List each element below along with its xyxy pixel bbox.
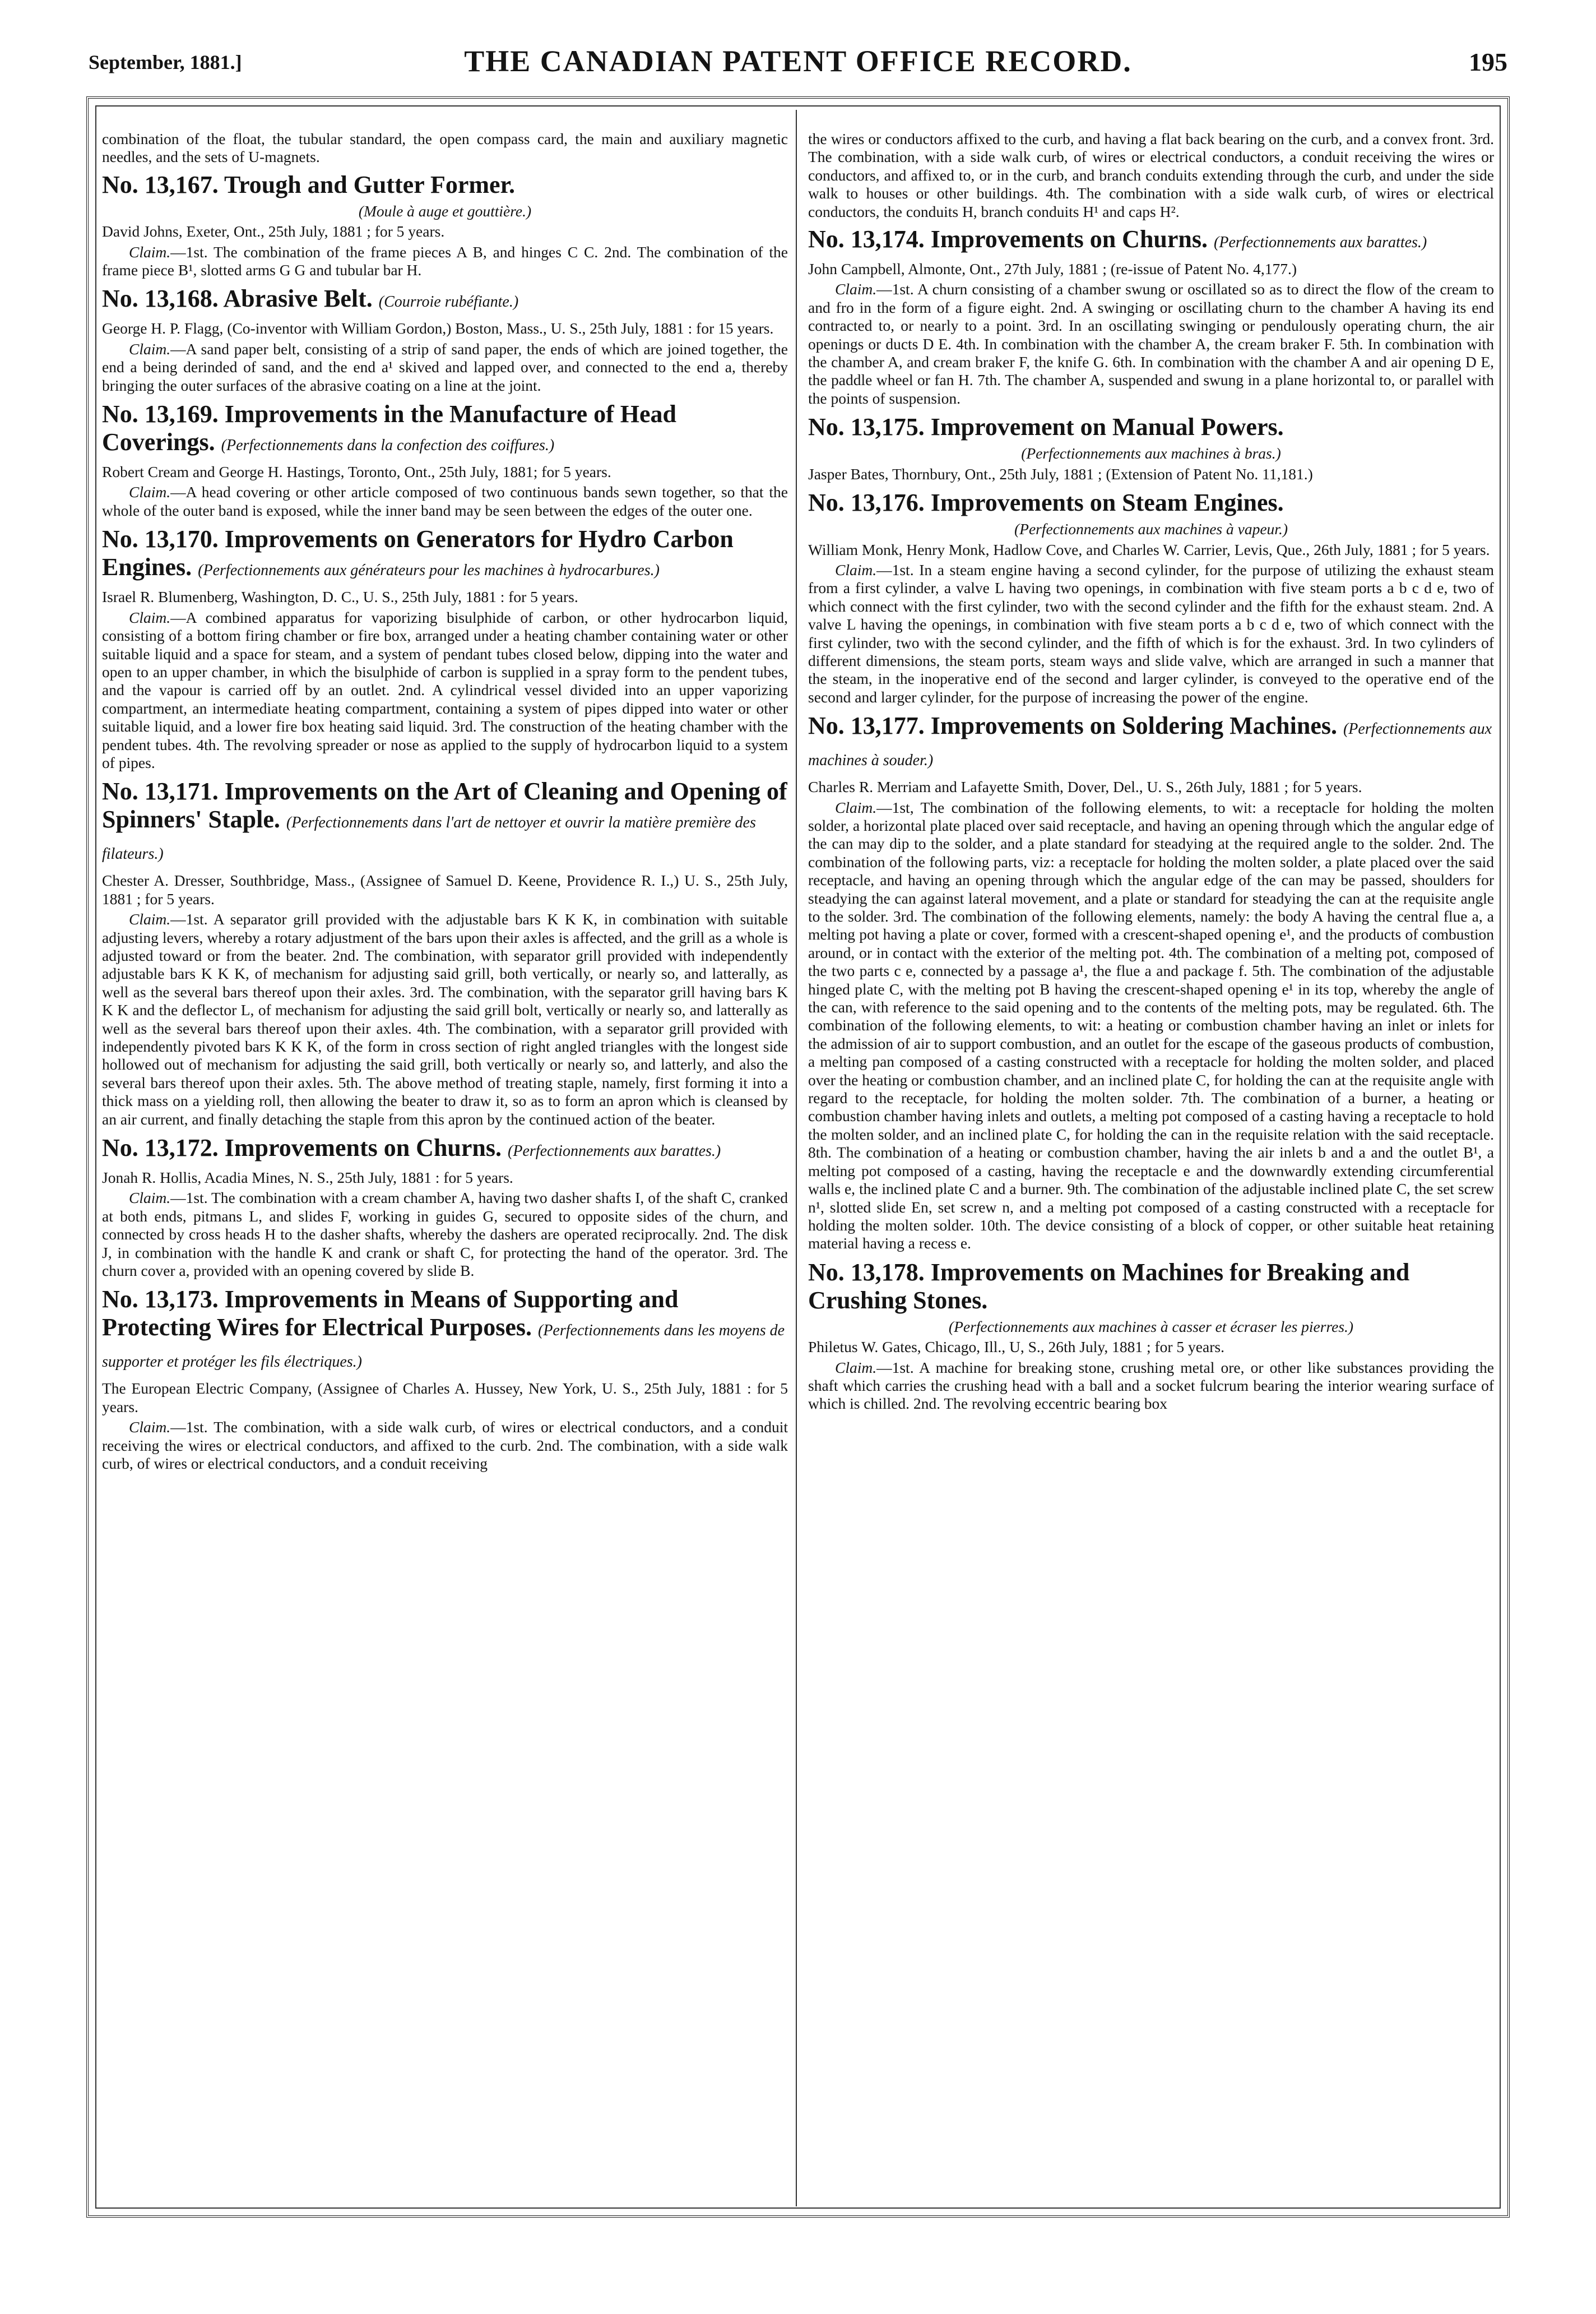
claim-label: Claim.	[129, 1418, 171, 1436]
patent-title: No. 13,168. Abrasive Belt.	[102, 285, 373, 313]
french-title: (Perfectionnements aux machines à casser et écraser les pierres.)	[948, 1317, 1354, 1335]
claim-label: Claim.	[129, 608, 171, 626]
patent-entry	[102, 1285, 788, 1473]
patent-entry	[808, 712, 1494, 1253]
claim-label: Claim.	[129, 483, 171, 501]
claim-label: Claim.	[129, 910, 171, 928]
patent-title: No. 13,176. Improvements on Steam Engines.	[808, 489, 1284, 517]
inventor-line: William Monk, Henry Monk, Hadlow Cove, and Charles W. Carrier, Levis, Que., 26th July, 1881 ; for 5 years.	[808, 540, 1490, 558]
patent-heading	[808, 712, 1494, 775]
inventor-line: Jonah R. Hollis, Acadia Mines, N. S., 25th July, 1881 : for 5 years.	[102, 1169, 513, 1187]
claim-text	[102, 1418, 788, 1473]
patent-heading	[102, 400, 788, 460]
inventor-line: The European Electric Company, (Assignee of Charles A. Hussey, New York, U. S., 25th July, 1881 : for 5 years.	[102, 1380, 788, 1415]
claim-label: Claim.	[129, 340, 171, 358]
patent-entry	[808, 1258, 1494, 1413]
claim-text	[102, 1189, 788, 1280]
patent-entry	[102, 171, 788, 280]
claim-body: —1st. The combination of the frame pieces A B, and hinges C C. 2nd. The combination of the frame piece B¹, slotted arms G G and tubular bar H.	[102, 243, 788, 279]
patent-title: No. 13,171. Improvements on the Art of Cleaning and Opening of Spinners' Staple.	[102, 777, 787, 834]
patent-entry	[102, 285, 788, 395]
french-title: (Moule à auge et gouttière.)	[358, 202, 532, 220]
patent-heading	[808, 489, 1494, 517]
inventor-line: Robert Cream and George H. Hastings, Toronto, Ont., 25th July, 1881; for 5 years.	[102, 463, 611, 481]
claim-text	[808, 1359, 1494, 1413]
patent-entry	[102, 1134, 788, 1280]
inventor-line: Charles R. Merriam and Lafayette Smith, Dover, Del., U. S., 26th July, 1881 ; for 5 years.	[808, 778, 1362, 796]
patent-title: No. 13,169. Improvements in the Manufacture of Head Coverings.	[102, 400, 676, 456]
inventor-line: Jasper Bates, Thornbury, Ont., 25th July, 1881 ; (Extension of Patent No. 11,181.)	[808, 465, 1313, 483]
patent-heading	[102, 525, 788, 585]
journal-title: THE CANADIAN PATENT OFFICE RECORD.	[464, 44, 1132, 78]
patent-heading	[808, 413, 1494, 441]
claim-body: —1st, The combination of the following elements, to wit: a receptacle for holding the molten solder, a horizontal plate placed over said receptacle, and having an opening through which the angular edge of the can may dip to the solder, and a plate standard for steadying at the required angle to the solder. 2nd. The combination of the following parts, viz: a receptacle for holding the molten solder, a plate placed over the said receptacle, and having an opening through which the angular edge of the can may be passed, shoulders for steadying the can against lateral movement, and a plate or standard for steadying the can at the requisite angle to the solder. 3rd. The combination of the following elements, namely: the body A having the central flue a, a melting pot having a plate or cover, formed with a crescent-shaped opening e¹, and the products of combustion around, or in contact with the exterior of the melting pot. 4th. The combination of a melting pot, composed of the two parts c e, connected by a passage a¹, the flue a and package f. 5th. The combination of the adjustable hinged plate C, with the melting pot B having the crescent-shaped opening e¹ in its top, whereby the angle of the can, with reference to the said opening and to the contents of the melting pots, may be regulated. 6th. The combination of the following elements, to wit: a heating or combustion chamber having an inlet or inlets for the admission of air to support combustion, and an outlet for the escape of the gaseous products of combustion, a melting pan composed of a casting constructed with a receptacle for holding the molten solder, and placed over the heating or combustion chamber, and an inclined plate C, for holding the can at the requisite angle with regard to the receptacle, for holding the molten solder. 7th. The combination of a burner, a heating or combustion chamber having inlets and outlets, a melting pot composed of a casting having a receptacle to hold the molten solder, and an inclined plate C, for holding the can in the requisite relation with the said receptacle. 8th. The combination of a heating or combustion chamber, having the air inlets b and a and the outlet B¹, a melting pot composed of a casting, having the receptacle e and the downwardly extending circumferential walls e, the inclined plate C and a burner. 9th. The combination of the adjustable inclined plate C, the set screw n¹, slotted slide En, set screw n, and a melting pot composed of a casting constructed with a receptacle for holding the molten solder. 10th. The device consisting of a block of copper, or other suitable heat retaining material having a recess e.	[808, 798, 1494, 1252]
claim-body: —A combined apparatus for vaporizing bisulphide of carbon, or other hydrocarbon liquid, consisting of a bottom firing chamber or fire box, arranged under a heating chamber containing water or other suitable liquid and a space for steam, and a system of pendant tubes closed below, dipping into the water and open to an upper chamber, in which the bisulphide of carbon is supplied in a spray form to the pendent tubes, and the vapour is carried off by an outlet. 2nd. A cylindrical vessel divided into an upper vaporizing compartment, an intermediate heating compartment, containing a system of pipes dipped into water or other suitable liquid, and a lower fire box heating said liquid. 3rd. The construction of the heating chamber with the pendent tubes. 4th. The revolving spreader or nose as applied to the supply of hydrocarbon liquid to a system of pipes.	[102, 608, 788, 771]
patent-heading	[808, 225, 1494, 257]
patent-heading	[102, 171, 788, 199]
inventor-line: Philetus W. Gates, Chicago, Ill., U, S., 26th July, 1881 ; for 5 years.	[808, 1338, 1224, 1356]
french-title: (Perfectionnements aux machines à souder.)	[808, 720, 1492, 770]
patent-entry	[808, 413, 1494, 483]
claim-label: Claim.	[835, 280, 877, 298]
issue-date: September, 1881.]	[89, 51, 242, 73]
inventor-line: David Johns, Exeter, Ont., 25th July, 1881 ; for 5 years.	[102, 223, 445, 240]
patent-entry	[808, 489, 1494, 706]
claim-body: —A head covering or other article composed of two continuous bands sewn together, so that the whole of the outer band is exposed, while the inner band may be seen between the edges of the outer one.	[102, 483, 788, 519]
claim-text	[102, 483, 788, 520]
patent-title: No. 13,178. Improvements on Machines for Breaking and Crushing Stones.	[808, 1258, 1410, 1314]
claim-body: —1st. The combination, with a side walk curb, of wires or electrical conductors, and a conduit receiving the wires or electrical conductors, and affixed to the curb. 2nd. The combination, with a side walk curb, of wires or electrical conductors, and a conduit receiving	[102, 1418, 788, 1473]
french-title: (Perfectionnements dans les moyens de supporter et protéger les fils électriques.)	[102, 1322, 785, 1371]
patent-title: No. 13,170. Improvements on Generators for Hydro Carbon Engines.	[102, 525, 734, 581]
claim-text	[808, 561, 1494, 706]
french-title: (Perfectionnements dans l'art de nettoyer et ouvrir la matière première des filateurs.)	[102, 814, 756, 863]
claim-text	[102, 609, 788, 772]
patent-title: No. 13,167. Trough and Gutter Former.	[102, 170, 516, 198]
continued-text: combination of the float, the tubular standard, the open compass card, the main and auxiliary magnetic needles, and the sets of U-magnets.	[102, 130, 788, 166]
claim-text	[102, 910, 788, 1128]
patent-entry	[102, 777, 788, 1128]
patent-heading	[102, 285, 788, 316]
page-number: 195	[1469, 48, 1507, 76]
claim-label: Claim.	[835, 561, 877, 578]
french-title: (Perfectionnements aux machines à bras.)	[1021, 445, 1281, 462]
left-column	[102, 130, 788, 2204]
claim-body: —A sand paper belt, consisting of a strip of sand paper, the ends of which are joined together, the end a being derinded of sand, and the end a¹ skived and lapped over, and connected to the end a, thereby bringing the outer surfaces of the abrasive coating on a line at the joint.	[102, 340, 788, 394]
right-column	[808, 130, 1494, 2204]
right-entries	[808, 225, 1494, 1413]
patent-entry	[808, 225, 1494, 408]
inventor-line: Israel R. Blumenberg, Washington, D. C., U. S., 25th July, 1881 : for 5 years.	[102, 588, 578, 606]
french-title: (Courroie rubéfiante.)	[378, 293, 519, 311]
inventor-line: John Campbell, Almonte, Ont., 27th July, 1881 ; (re-issue of Patent No. 4,177.)	[808, 260, 1297, 278]
inventor-line: Chester A. Dresser, Southbridge, Mass., (Assignee of Samuel D. Keene, Providence R. I.,) U. S., 25th July, 1881 ; for 5 years.	[102, 872, 788, 908]
claim-label: Claim.	[129, 1189, 171, 1207]
claim-body: —1st. In a steam engine having a second cylinder, for the purpose of utilizing the exhaust steam from a first cylinder, a valve L having two openings, in combination with five steam ports a b c d e, two of which connect with the first cylinder, two with the second cylinder and the fifth for the exhaust steam. 2nd. A valve L having the openings, in combination with five steam ports a b c d e, two of which connect with the first cylinder, two with the second cylinder, and the fifth of which is for the exhaust. 3rd. In two cylinders of different dimensions, the steam ports, steam ways and slide valve, which are arranged in such a manner that the steam, in the inoperative end of the second and larger cylinder, is conveyed to the operative end of the second and larger cylinder, for the purpose of increasing the power of the engine.	[808, 561, 1494, 706]
patent-entry	[102, 400, 788, 520]
french-title: (Perfectionnements aux machines à vapeur.)	[1014, 520, 1288, 538]
french-title: (Perfectionnements aux barattes.)	[1214, 234, 1427, 252]
french-title: (Perfectionnements aux générateurs pour les machines à hydrocarbures.)	[198, 562, 660, 580]
patent-title: No. 13,174. Improvements on Churns.	[808, 225, 1208, 253]
claim-body: —1st. A churn consisting of a chamber swung or oscillated so as to direct the flow of the cream to and fro in the form of a figure eight. 2nd. A swinging or oscillating churn to the chamber A having its end contracted to, or nearly to a point. 3rd. In an oscillating swinging or pendulously operating churn, the air openings or ducts D E. 4th. In combination with the chamber A, the cream braker F. 5th. In combination with the chamber A, and cream braker F, the knife G. 6th. In combination with the chamber A and air opening D E, the paddle wheel or fan H. 7th. The chamber A, suspended and swung in a plane horizontal to, or parallel with the points of suspension.	[808, 280, 1494, 407]
claim-text	[808, 799, 1494, 1253]
french-title: (Perfectionnements dans la confection des coiffures.)	[221, 437, 555, 455]
claim-body: —1st. A separator grill provided with the adjustable bars K K K, in combination with suitable adjusting levers, whereby a rotary adjustment of the bars upon their axles is affected, and the grill as a whole is adjusted toward or from the beater. 2nd. The combination, with separator grill provided with independently adjustable bars K K K, of mechanism for adjusting said grill, both vertically, or nearly so, and latterally, as well as the several bars thereof upon their axles. 3rd. The combination, with the separator grill having bars K K K and the deflector L, of mechanism for adjusting the said grill bolt, vertically or nearly so, and latterally as well as the several bars thereof upon their axles. 4th. The combination, with a separator grill provided with independently pivoted bars K K K, of the form in cross section of right angled triangles with the longest side hollowed out of mechanism for adjusting the said grill, both vertically or nearly so, and latterly, and also the several bars thereof upon their axles. 5th. The above method of treating staple, namely, first forming it into a thick mass on a yielding roll, then allowing the beater to draw it, so as to form an apron which is cleansed by an air current, and finally detaching the staple from this apron by the continued action of the beater.	[102, 910, 788, 1128]
claim-label: Claim.	[835, 1358, 877, 1376]
claim-text	[808, 280, 1494, 408]
patent-heading	[102, 777, 788, 868]
continued-text: the wires or conductors affixed to the curb, and having a flat back bearing on the curb, and a convex front. 3rd. The combination, with a side walk curb, of wires or electrical conductors, a conduit receiving the wires or conductors, and affixed to, or in the curb, and branch conduits extending through the curb, and under the side walk to houses or other buildings. 4th. The combination with a side walk curb, of wires or electrical conductors, the conduits H, branch conduits H¹ and caps H².	[808, 130, 1494, 220]
claim-label: Claim.	[129, 243, 171, 261]
patent-heading	[102, 1134, 788, 1165]
patent-heading	[808, 1258, 1494, 1315]
claim-body: —1st. The combination with a cream chamber A, having two dasher shafts I, of the shaft C, cranked at both ends, pitmans L, and slides F, working in guides G, secured to opposite sides of the churn, and connected by cross heads H to the dasher shafts, whereby the dashers are operated reciprocally. 2nd. The disk J, in combination with the handle K and crank or shaft C, for protecting the hand of the operator. 3rd. The churn cover a, provided with an opening covered by slide B.	[102, 1189, 788, 1280]
claim-text	[102, 243, 788, 280]
patent-title: No. 13,172. Improvements on Churns.	[102, 1134, 502, 1162]
patent-heading	[102, 1285, 788, 1376]
column-divider	[796, 110, 797, 2206]
patent-title: No. 13,177. Improvements on Soldering Machines.	[808, 712, 1337, 740]
inventor-line: George H. P. Flagg, (Co-inventor with William Gordon,) Boston, Mass., U. S., 25th July, 1881 : for 15 years.	[102, 320, 774, 337]
claim-label: Claim.	[835, 798, 877, 816]
patent-title: No. 13,175. Improvement on Manual Powers.	[808, 413, 1284, 441]
claim-body: —1st. A machine for breaking stone, crushing metal ore, or other like substances providing the shaft which carries the crushing head with a ball and a socket fulcrum bearing the interior wearing surface of which is chilled. 2nd. The revolving eccentric bearing box	[808, 1358, 1494, 1413]
french-title: (Perfectionnements aux barattes.)	[508, 1142, 721, 1160]
patent-entry	[102, 525, 788, 772]
left-entries	[102, 171, 788, 1473]
page-header	[89, 44, 1507, 83]
patent-title: No. 13,173. Improvements in Means of Supporting and Protecting Wires for Electrical Purposes.	[102, 1285, 679, 1341]
claim-text	[102, 340, 788, 395]
